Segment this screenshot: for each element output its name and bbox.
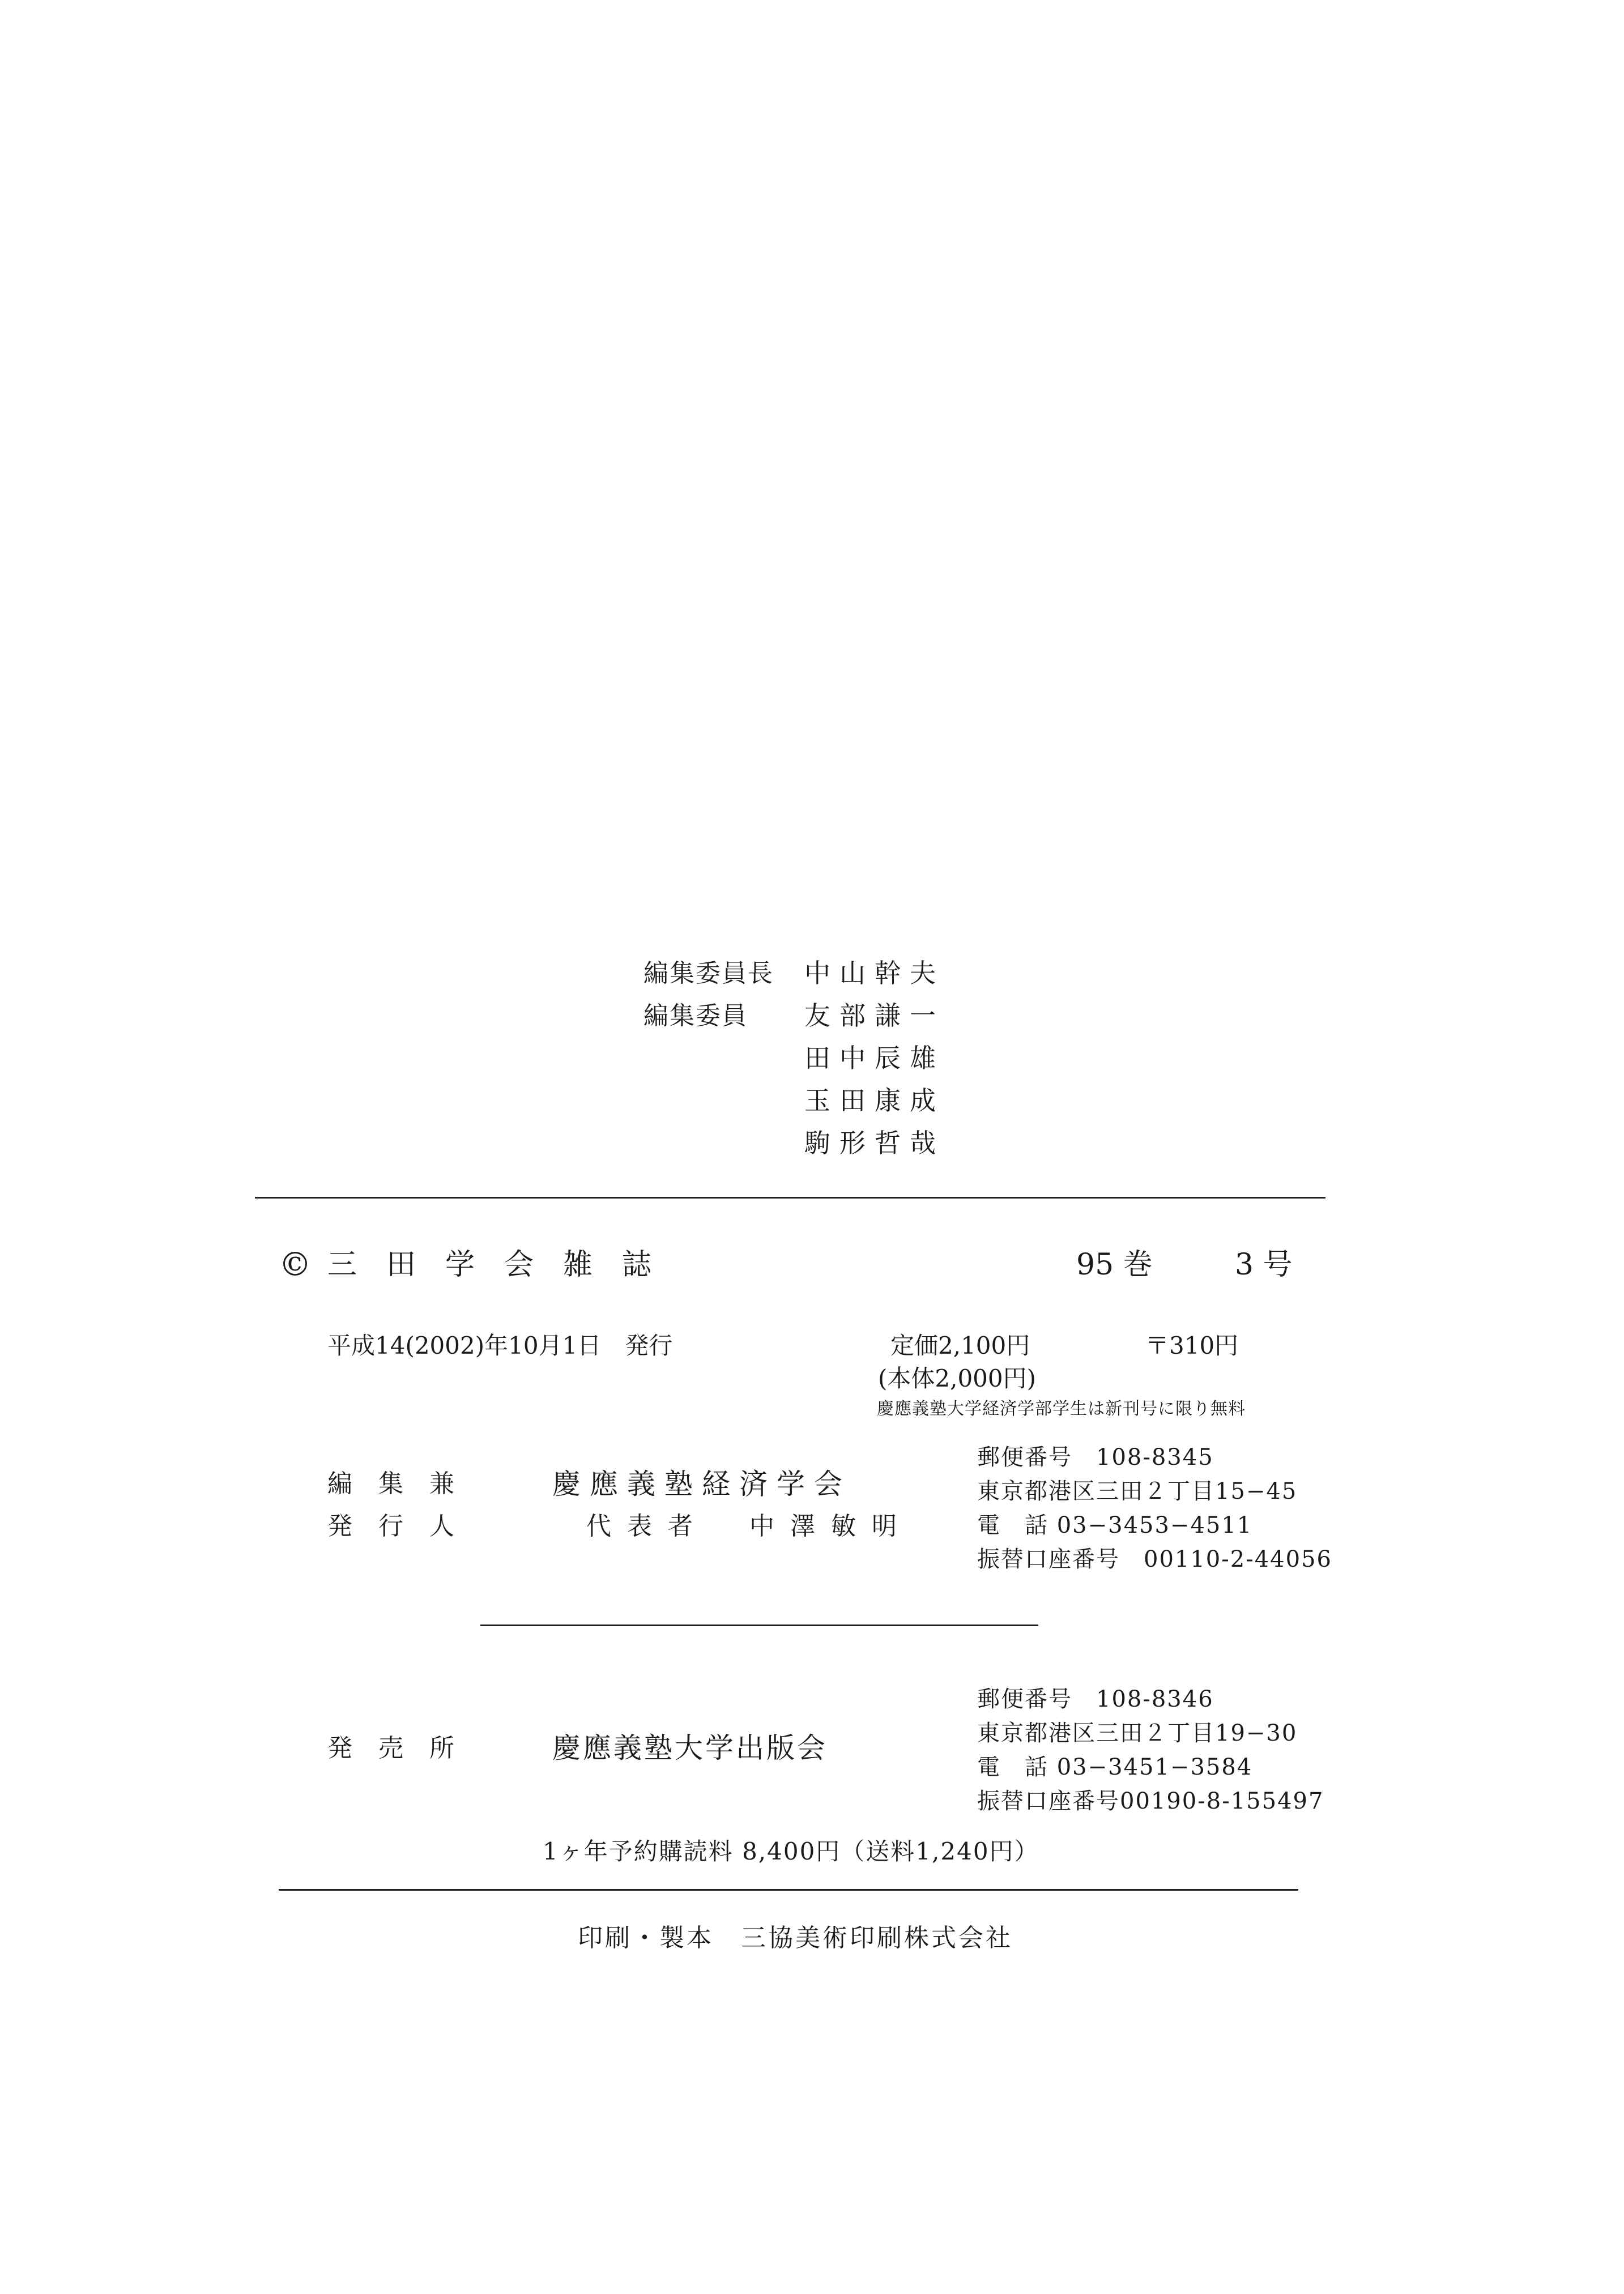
distributor-transfer-account: 振替口座番号00190-8-155497 <box>977 1788 1324 1814</box>
editorial-member: 玉田康成 <box>804 1085 945 1116</box>
subscription-fee: 1ヶ年予約購読料 8,400円（送料1,240円） <box>543 1837 1039 1865</box>
postage: 〒310円 <box>1145 1332 1239 1359</box>
divider-top <box>255 1197 1325 1199</box>
editor-role-label: 編集兼 <box>327 1469 480 1498</box>
price: 定価2,100円 <box>890 1332 1030 1359</box>
editorial-member: 田中辰雄 <box>804 1043 945 1073</box>
issue-number: 3 号 <box>1235 1248 1293 1282</box>
publication-date: 平成14(2002)年10月1日 発行 <box>327 1332 673 1359</box>
distributor-postal-code: 郵便番号 108-8346 <box>977 1686 1214 1712</box>
editorial-member: 駒形哲哉 <box>804 1128 945 1158</box>
editor-in-chief-name: 中山幹夫 <box>804 958 945 988</box>
distributor-role-label: 発売所 <box>327 1734 480 1763</box>
editor-in-chief-label: 編集委員長 <box>643 959 774 988</box>
editorial-members-label: 編集委員 <box>643 1001 748 1030</box>
journal-title: 三田学会雑誌 <box>327 1248 681 1282</box>
printer: 印刷・製本 三協美術印刷株式会社 <box>578 1924 1013 1952</box>
publisher-postal-code: 郵便番号 108-8345 <box>977 1444 1214 1470</box>
publisher-address: 東京都港区三田２丁目15−45 <box>977 1478 1298 1504</box>
student-note: 慶應義塾大学経済学部学生は新刊号に限り無料 <box>877 1399 1246 1419</box>
publisher-phone: 電 話 03−3453−4511 <box>977 1512 1253 1538</box>
divider-bottom <box>279 1889 1298 1891</box>
editorial-member: 友部謙一 <box>804 1000 945 1031</box>
divider-middle <box>480 1624 1038 1626</box>
price-base: (本体2,000円) <box>878 1365 1037 1392</box>
distributor-org: 慶應義塾大学出版会 <box>552 1732 828 1764</box>
issuer-role-label: 発行人 <box>327 1512 480 1541</box>
publisher-transfer-account: 振替口座番号 00110-2-44056 <box>977 1546 1332 1572</box>
copyright-mark: © <box>279 1245 312 1284</box>
distributor-phone: 電 話 03−3451−3584 <box>977 1754 1253 1780</box>
publisher-representative: 代表者 中澤敏明 <box>586 1512 913 1541</box>
distributor-address: 東京都港区三田２丁目19−30 <box>977 1720 1298 1746</box>
volume-number: 95 巻 <box>1076 1248 1153 1282</box>
publisher-org: 慶應義塾経済学会 <box>552 1468 851 1500</box>
